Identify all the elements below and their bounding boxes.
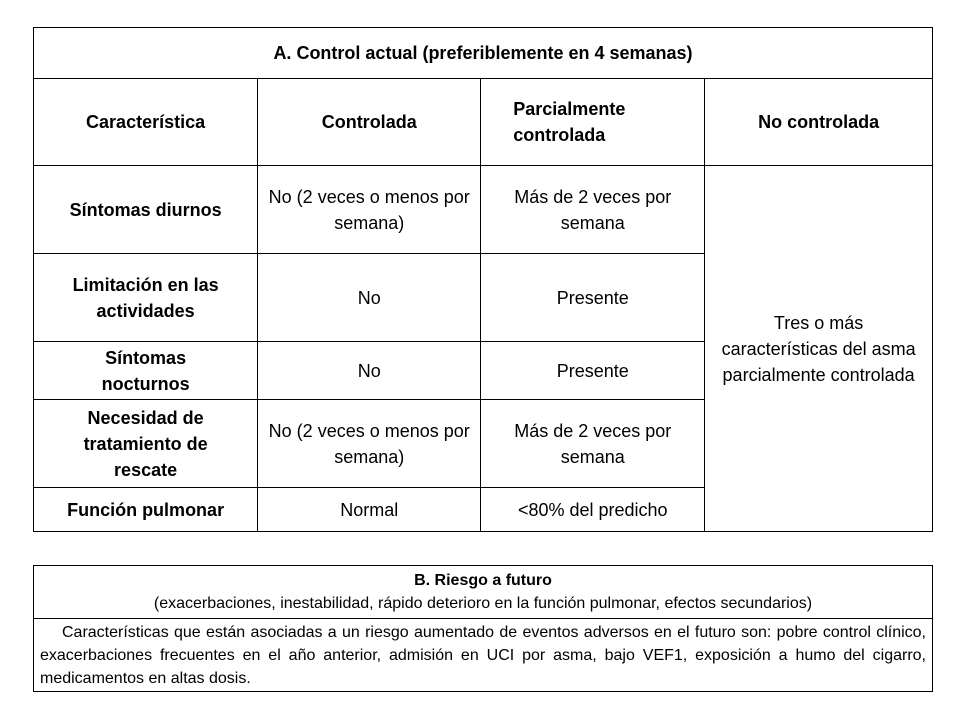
cell-text: No (2 veces o menos por semana) [268,420,470,467]
header-controlled: Controlada [258,79,481,166]
section-b-subtitle: (exacerbaciones, inestabilidad, rápido deterioro en la función pulmonar, efectos secundarios) [153,595,813,612]
cell-text: No (2 veces o menos por semana) [268,186,470,233]
section-a-title: A. Control actual (preferiblemente en 4 semanas) [34,28,933,79]
header-uncontrolled: No controlada [705,79,933,166]
row-label-nocturnal-symptoms [34,342,258,400]
row-rescue-partial [481,400,705,488]
section-b-title: B. Riesgo a futuro [414,572,552,589]
asthma-control-table [33,27,933,532]
header-characteristic: Característica [34,79,258,166]
row-nocturnal-controlled: No [258,342,481,400]
future-risk-table [33,565,933,692]
row-daytime-controlled [258,166,481,254]
section-b-header [34,566,933,619]
section-b-body: Características que están asociadas a un riesgo aumentado de eventos adversos en el futuro son: pobre control clínico, exacerbaciones frecuentes en el año anterior, admisión en UCI por asma, bajo VEF1, exposición a humo del cigarro, medicamentos en altas dosis. [34,619,933,692]
row-label-activity-limitation [34,254,258,342]
row-lung-controlled: Normal [258,488,481,532]
header-partially-controlled [481,79,705,166]
row-label-rescue-treatment [34,400,258,488]
header-partial-text: Parcialmente controlada [513,99,626,145]
cell-text: Limitación en las actividades [72,274,219,321]
row-rescue-controlled [258,400,481,488]
cell-text: Más de 2 veces por semana [514,186,672,233]
row-lung-partial: <80% del predicho [481,488,705,532]
row-activity-controlled: No [258,254,481,342]
cell-text: Necesidad de tratamiento de rescate [83,407,208,480]
row-activity-partial: Presente [481,254,705,342]
cell-text: Síntomas nocturnos [101,347,190,394]
uncontrolled-criteria-cell [705,166,933,532]
row-daytime-partial [481,166,705,254]
row-label-daytime-symptoms: Síntomas diurnos [34,166,258,254]
row-label-lung-function: Función pulmonar [34,488,258,532]
uncontrolled-criteria-text: Tres o más características del asma parcialmente controlada [721,312,916,385]
row-nocturnal-partial: Presente [481,342,705,400]
cell-text: Más de 2 veces por semana [514,420,672,467]
